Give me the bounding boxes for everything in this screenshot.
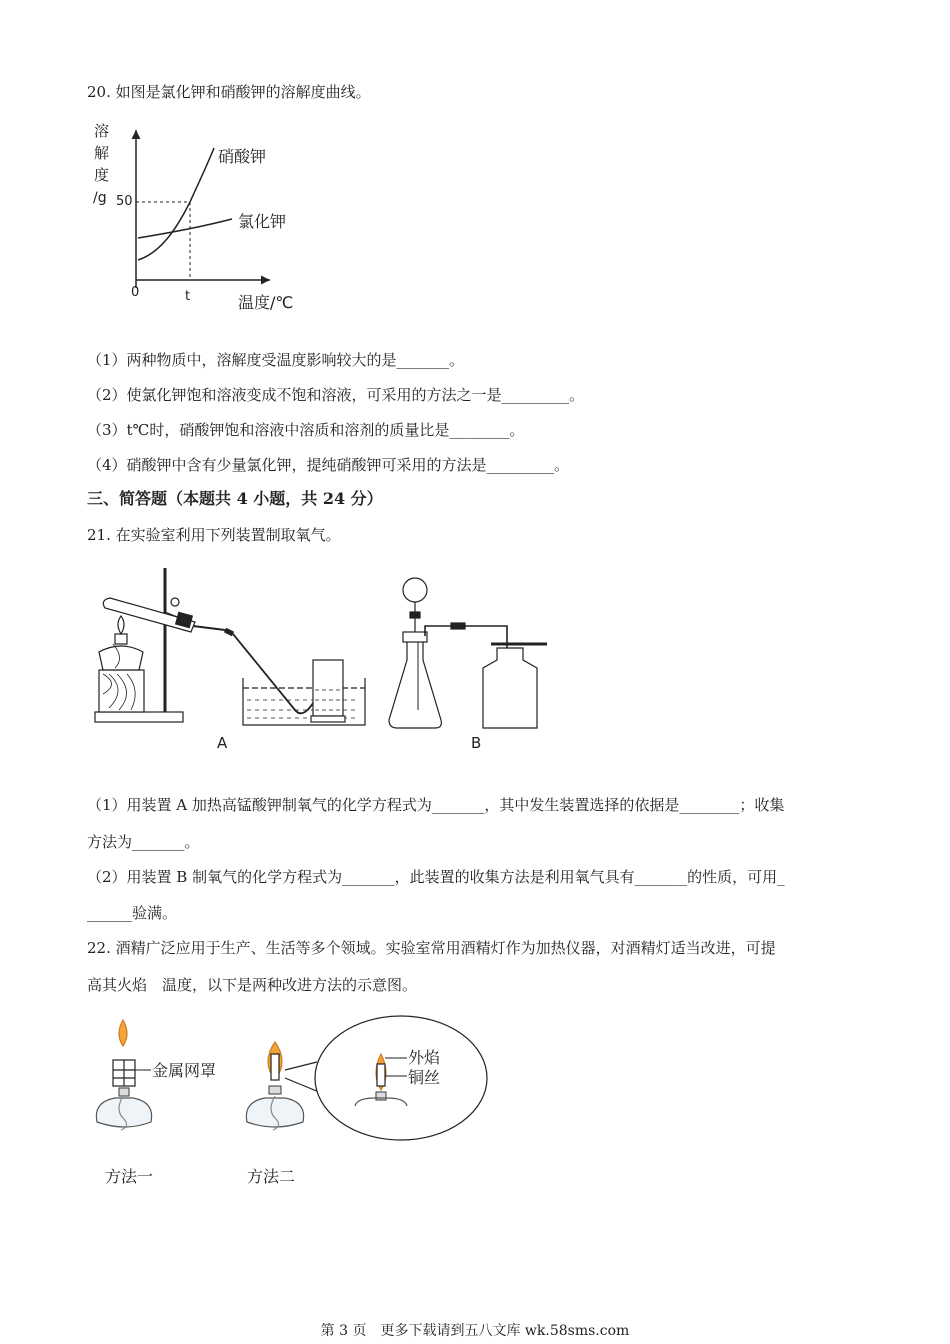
apparatus-a bbox=[95, 568, 365, 725]
series-line-kcl bbox=[138, 219, 232, 238]
section-heading: 三、简答题（本题共 4 小题，共 24 分） bbox=[87, 489, 383, 508]
q21-sub1-line2: 方法为_______。 bbox=[87, 833, 200, 851]
y-tick-50: 50 bbox=[116, 194, 133, 209]
q20-sub2: （2）使氯化钾饱和溶液变成不饱和溶液，可采用的方法之一是_________。 bbox=[87, 386, 585, 404]
oxygen-apparatus-figure bbox=[85, 560, 565, 760]
q20-sub1: （1）两种物质中，溶解度受温度影响较大的是_______。 bbox=[87, 351, 465, 369]
q20-sub4: （4）硝酸钾中含有少量氯化钾，提纯硝酸钾可采用的方法是_________。 bbox=[87, 456, 570, 474]
q22-stem-line2: 高其火焰 温度，以下是两种改进方法的示意图。 bbox=[87, 976, 418, 994]
label-metal-mesh: 金属网罩 bbox=[152, 1061, 217, 1080]
series-line-kno3 bbox=[138, 148, 214, 260]
label-outer-flame: 外焰 bbox=[408, 1048, 441, 1067]
solubility-chart bbox=[80, 118, 320, 318]
q22-stem-line1: 22. 酒精广泛应用于生产、生活等多个领域。实验室常用酒精灯作为加热仪器，对酒精灯适当改进，可提 bbox=[87, 939, 776, 957]
apparatus-b bbox=[389, 578, 547, 728]
apparatus-b-label: B bbox=[471, 734, 482, 752]
ylabel-char-3: /g bbox=[93, 190, 107, 206]
q21-stem: 21. 在实验室利用下列装置制取氧气。 bbox=[87, 526, 341, 544]
q20-stem: 20. 如图是氯化钾和硝酸钾的溶解度曲线。 bbox=[87, 83, 371, 101]
q21-sub2-line2: ______验满。 bbox=[87, 904, 178, 922]
q21-sub2-line1: （2）用装置 B 制氧气的化学方程式为_______，此装置的收集方法是利用氧气具有_______的性质，可用_ bbox=[87, 868, 785, 886]
x-tick-t: t bbox=[185, 289, 191, 304]
origin-label: 0 bbox=[131, 285, 140, 300]
label-method-1: 方法一 bbox=[105, 1167, 154, 1186]
ylabel-char-2: 度 bbox=[94, 166, 110, 184]
label-copper-wire: 铜丝 bbox=[408, 1068, 441, 1087]
apparatus-a-label: A bbox=[217, 734, 228, 752]
series-label-kcl: 氯化钾 bbox=[238, 212, 287, 231]
lamp-method-1 bbox=[96, 1020, 151, 1130]
x-axis-label: 温度/℃ bbox=[238, 293, 294, 312]
page-footer: 第 3 页 更多下载请到五八文库 wk.58sms.com bbox=[320, 1323, 630, 1339]
alcohol-lamp-figure bbox=[85, 1010, 505, 1190]
zoom-bubble bbox=[285, 1016, 487, 1140]
ylabel-char-1: 解 bbox=[94, 144, 110, 162]
q20-sub3: （3）t℃时，硝酸钾饱和溶液中溶质和溶剂的质量比是________。 bbox=[87, 421, 525, 439]
q21-sub1-line1: （1）用装置 A 加热高锰酸钾制氧气的化学方程式为_______，其中发生装置选择的依据是________；收集 bbox=[87, 796, 785, 814]
series-label-kno3: 硝酸钾 bbox=[218, 147, 267, 166]
ylabel-char-0: 溶 bbox=[94, 122, 110, 140]
lamp-method-2 bbox=[246, 1042, 303, 1130]
label-method-2: 方法二 bbox=[247, 1167, 296, 1186]
